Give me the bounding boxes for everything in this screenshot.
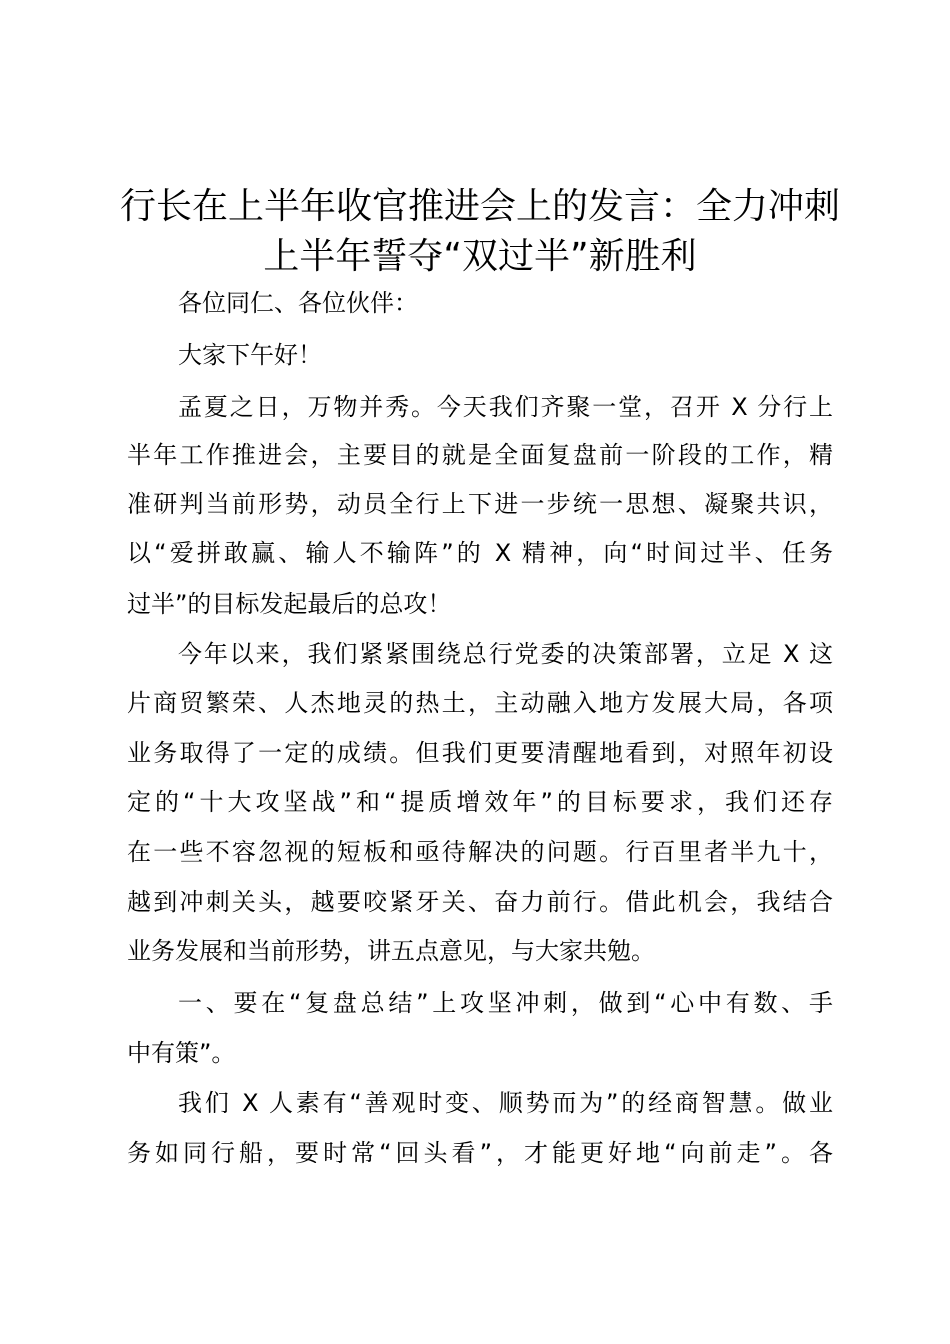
salutation: 各位同仁、各位伙伴： [178,289,418,317]
paragraph-2-line: 业务取得了一定的成绩。但我们更要清醒地看到，对照年初设 [127,739,833,767]
paragraph-3-line: 我们 X 人素有“善观时变、顺势而为”的经商智慧。做业 [178,1089,833,1117]
greeting: 大家下午好！ [178,341,322,369]
section-1-heading-line: 一、要在“复盘总结”上攻坚冲刺，做到“心中有数、手 [178,989,833,1017]
paragraph-1-line: 准研判当前形势，动员全行上下进一步统一思想、凝聚共识， [127,490,833,518]
paragraph-1-line: 半年工作推进会，主要目的就是全面复盘前一阶段的工作，精 [127,441,833,469]
paragraph-1-line: 过半”的目标发起最后的总攻！ [127,590,452,618]
paragraph-2-line: 片商贸繁荣、人杰地灵的热土，主动融入地方发展大局，各项 [127,689,833,717]
paragraph-2-line: 业务发展和当前形势，讲五点意见，与大家共勉。 [127,937,655,965]
paragraph-1-line: 孟夏之日，万物并秀。今天我们齐聚一堂，召开 X 分行上 [178,393,833,421]
paragraph-3-line: 务如同行船，要时常“回头看”，才能更好地“向前走”。各 [127,1139,833,1167]
paragraph-2-line: 今年以来，我们紧紧围绕总行党委的决策部署，立足 X 这 [178,640,833,668]
section-1-heading-line: 中有策”。 [127,1039,236,1067]
paragraph-1-line: 以“爱拼敢赢、输人不输阵”的 X 精神，向“时间过半、任务 [127,539,833,567]
document-title-line-1: 行长在上半年收官推进会上的发言：全力冲刺 [120,186,841,227]
paragraph-2-line: 在一些不容忽视的短板和亟待解决的问题。行百里者半九十， [127,838,833,866]
paragraph-2-line: 定的“十大攻坚战”和“提质增效年”的目标要求，我们还存 [127,788,833,816]
paragraph-2-line: 越到冲刺关头，越要咬紧牙关、奋力前行。借此机会，我结合 [127,888,833,916]
document-title-line-2: 上半年誓夺“双过半”新胜利 [263,236,697,277]
